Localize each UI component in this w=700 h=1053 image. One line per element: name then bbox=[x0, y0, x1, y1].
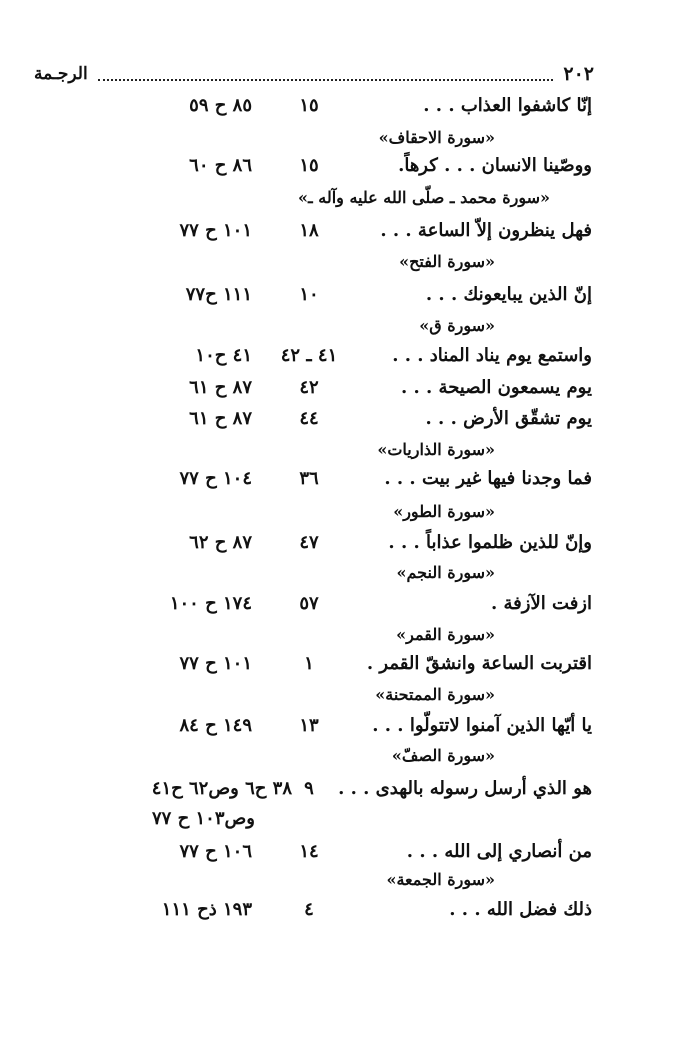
page-reference: ٨٧ ح ٦١ bbox=[189, 377, 252, 398]
ayah-number: ٤٢ bbox=[299, 377, 319, 398]
page-reference: ٨٥ ح ٥٩ bbox=[189, 95, 252, 116]
index-row bbox=[62, 408, 592, 440]
page-reference: ١١١ ح٧٧ bbox=[185, 284, 252, 305]
ayah-number: ٥٧ bbox=[299, 593, 319, 614]
page-reference: ١٠١ ح ٧٧ bbox=[179, 653, 252, 674]
index-row bbox=[62, 284, 592, 316]
verse-text: من أنصاري إلى الله . . . bbox=[406, 841, 592, 862]
surah-heading: «سورة الجمعة» bbox=[386, 870, 495, 889]
verse-text: ازفت الآزفة . bbox=[491, 593, 592, 614]
index-row bbox=[62, 95, 592, 127]
page-reference: ١٧٤ ح ١٠٠ bbox=[169, 593, 252, 614]
page-reference: ١٤٩ ح ٨٤ bbox=[179, 715, 252, 736]
ayah-number: ٤ bbox=[304, 899, 314, 920]
index-row bbox=[62, 220, 592, 252]
page-header bbox=[34, 58, 594, 90]
index-row bbox=[62, 778, 592, 810]
verse-text: هو الذي أرسل رسوله بالهدى . . . bbox=[338, 778, 592, 799]
page-reference-continuation: وص١٠٣ ح ٧٧ bbox=[152, 808, 255, 829]
page-reference: ١٠٦ ح ٧٧ bbox=[179, 841, 252, 862]
verse-text: اقتربت الساعة وانشقّ القمر . bbox=[366, 653, 592, 674]
ayah-number: ١٠ bbox=[299, 284, 319, 305]
page-reference: ٣٨ ح٦ وص٦٢ ح٤١ bbox=[151, 778, 292, 799]
page-reference: ٤١ ح١٠ bbox=[195, 345, 252, 366]
surah-heading: «سورة القمر» bbox=[396, 625, 495, 644]
index-row bbox=[62, 715, 592, 747]
verse-text: وإنّ للذين ظلموا عذاباً . . . bbox=[388, 532, 592, 553]
index-row bbox=[62, 532, 592, 564]
verse-text: فما وجدنا فيها غير بيت . . . bbox=[384, 468, 592, 489]
page-reference: ١٩٣ ذح ١١١ bbox=[161, 899, 252, 920]
ayah-number: ١٨ bbox=[299, 220, 319, 241]
surah-heading: «سورة الفتح» bbox=[399, 252, 495, 271]
ayah-number: ٣٦ bbox=[299, 468, 319, 489]
index-row bbox=[62, 593, 592, 625]
surah-heading: «سورة النجم» bbox=[396, 563, 495, 582]
index-row bbox=[62, 468, 592, 500]
ayah-number: ٤١ ـ ٤٢ bbox=[280, 345, 338, 366]
ayah-number: ٤٤ bbox=[299, 408, 319, 429]
surah-heading: «سورة ق» bbox=[419, 316, 495, 335]
surah-heading: «سورة الممتحنة» bbox=[375, 685, 495, 704]
page-reference: ٨٧ ح ٦١ bbox=[189, 408, 252, 429]
ayah-number: ١٤ bbox=[299, 841, 319, 862]
verse-text: يا أيّها الذين آمنوا لاتتولّوا . . . bbox=[372, 715, 592, 736]
verse-text: ووصّينا الانسان . . . كرهاً. bbox=[398, 155, 592, 176]
page-reference: ٨٧ ح ٦٢ bbox=[189, 532, 252, 553]
surah-heading: «سورة الذاريات» bbox=[377, 440, 495, 459]
surah-heading: «سورة الصفّ» bbox=[391, 746, 495, 765]
ayah-number: ٤٧ bbox=[299, 532, 319, 553]
verse-text: إنّا كاشفوا العذاب . . . bbox=[423, 95, 592, 116]
verse-text: إنّ الذين يبايعونك . . . bbox=[425, 284, 592, 305]
ayah-number: ١٥ bbox=[299, 155, 319, 176]
surah-heading: «سورة محمد ـ صلّى الله عليه وآله ـ» bbox=[298, 188, 550, 207]
page-reference: ٨٦ ح ٦٠ bbox=[189, 155, 252, 176]
ayah-number: ٩ bbox=[304, 778, 314, 799]
verse-text: ذلك فضل الله . . . bbox=[449, 899, 592, 920]
page-number: ٢٠٢ bbox=[563, 63, 594, 85]
surah-heading: «سورة الاحقاف» bbox=[378, 128, 495, 147]
index-row bbox=[62, 377, 592, 409]
verse-text: يوم يسمعون الصيحة . . . bbox=[400, 377, 592, 398]
index-row bbox=[62, 155, 592, 187]
index-row bbox=[62, 841, 592, 873]
index-row bbox=[62, 345, 592, 377]
page-reference: ١٠١ ح ٧٧ bbox=[179, 220, 252, 241]
index-row bbox=[62, 899, 592, 931]
running-title: الرجـمة bbox=[34, 64, 88, 84]
header-dotted-leader bbox=[98, 67, 554, 81]
ayah-number: ١٥ bbox=[299, 95, 319, 116]
verse-text: فهل ينظرون إلاّ الساعة . . . bbox=[380, 220, 592, 241]
surah-heading: «سورة الطور» bbox=[393, 502, 495, 521]
verse-text: واستمع يوم يناد المناد . . . bbox=[392, 345, 592, 366]
ayah-number: ١ bbox=[304, 653, 314, 674]
verse-text: يوم تشقّق الأرض . . . bbox=[425, 408, 592, 429]
ayah-number: ١٣ bbox=[299, 715, 319, 736]
page-reference: ١٠٤ ح ٧٧ bbox=[179, 468, 252, 489]
index-row bbox=[62, 653, 592, 685]
